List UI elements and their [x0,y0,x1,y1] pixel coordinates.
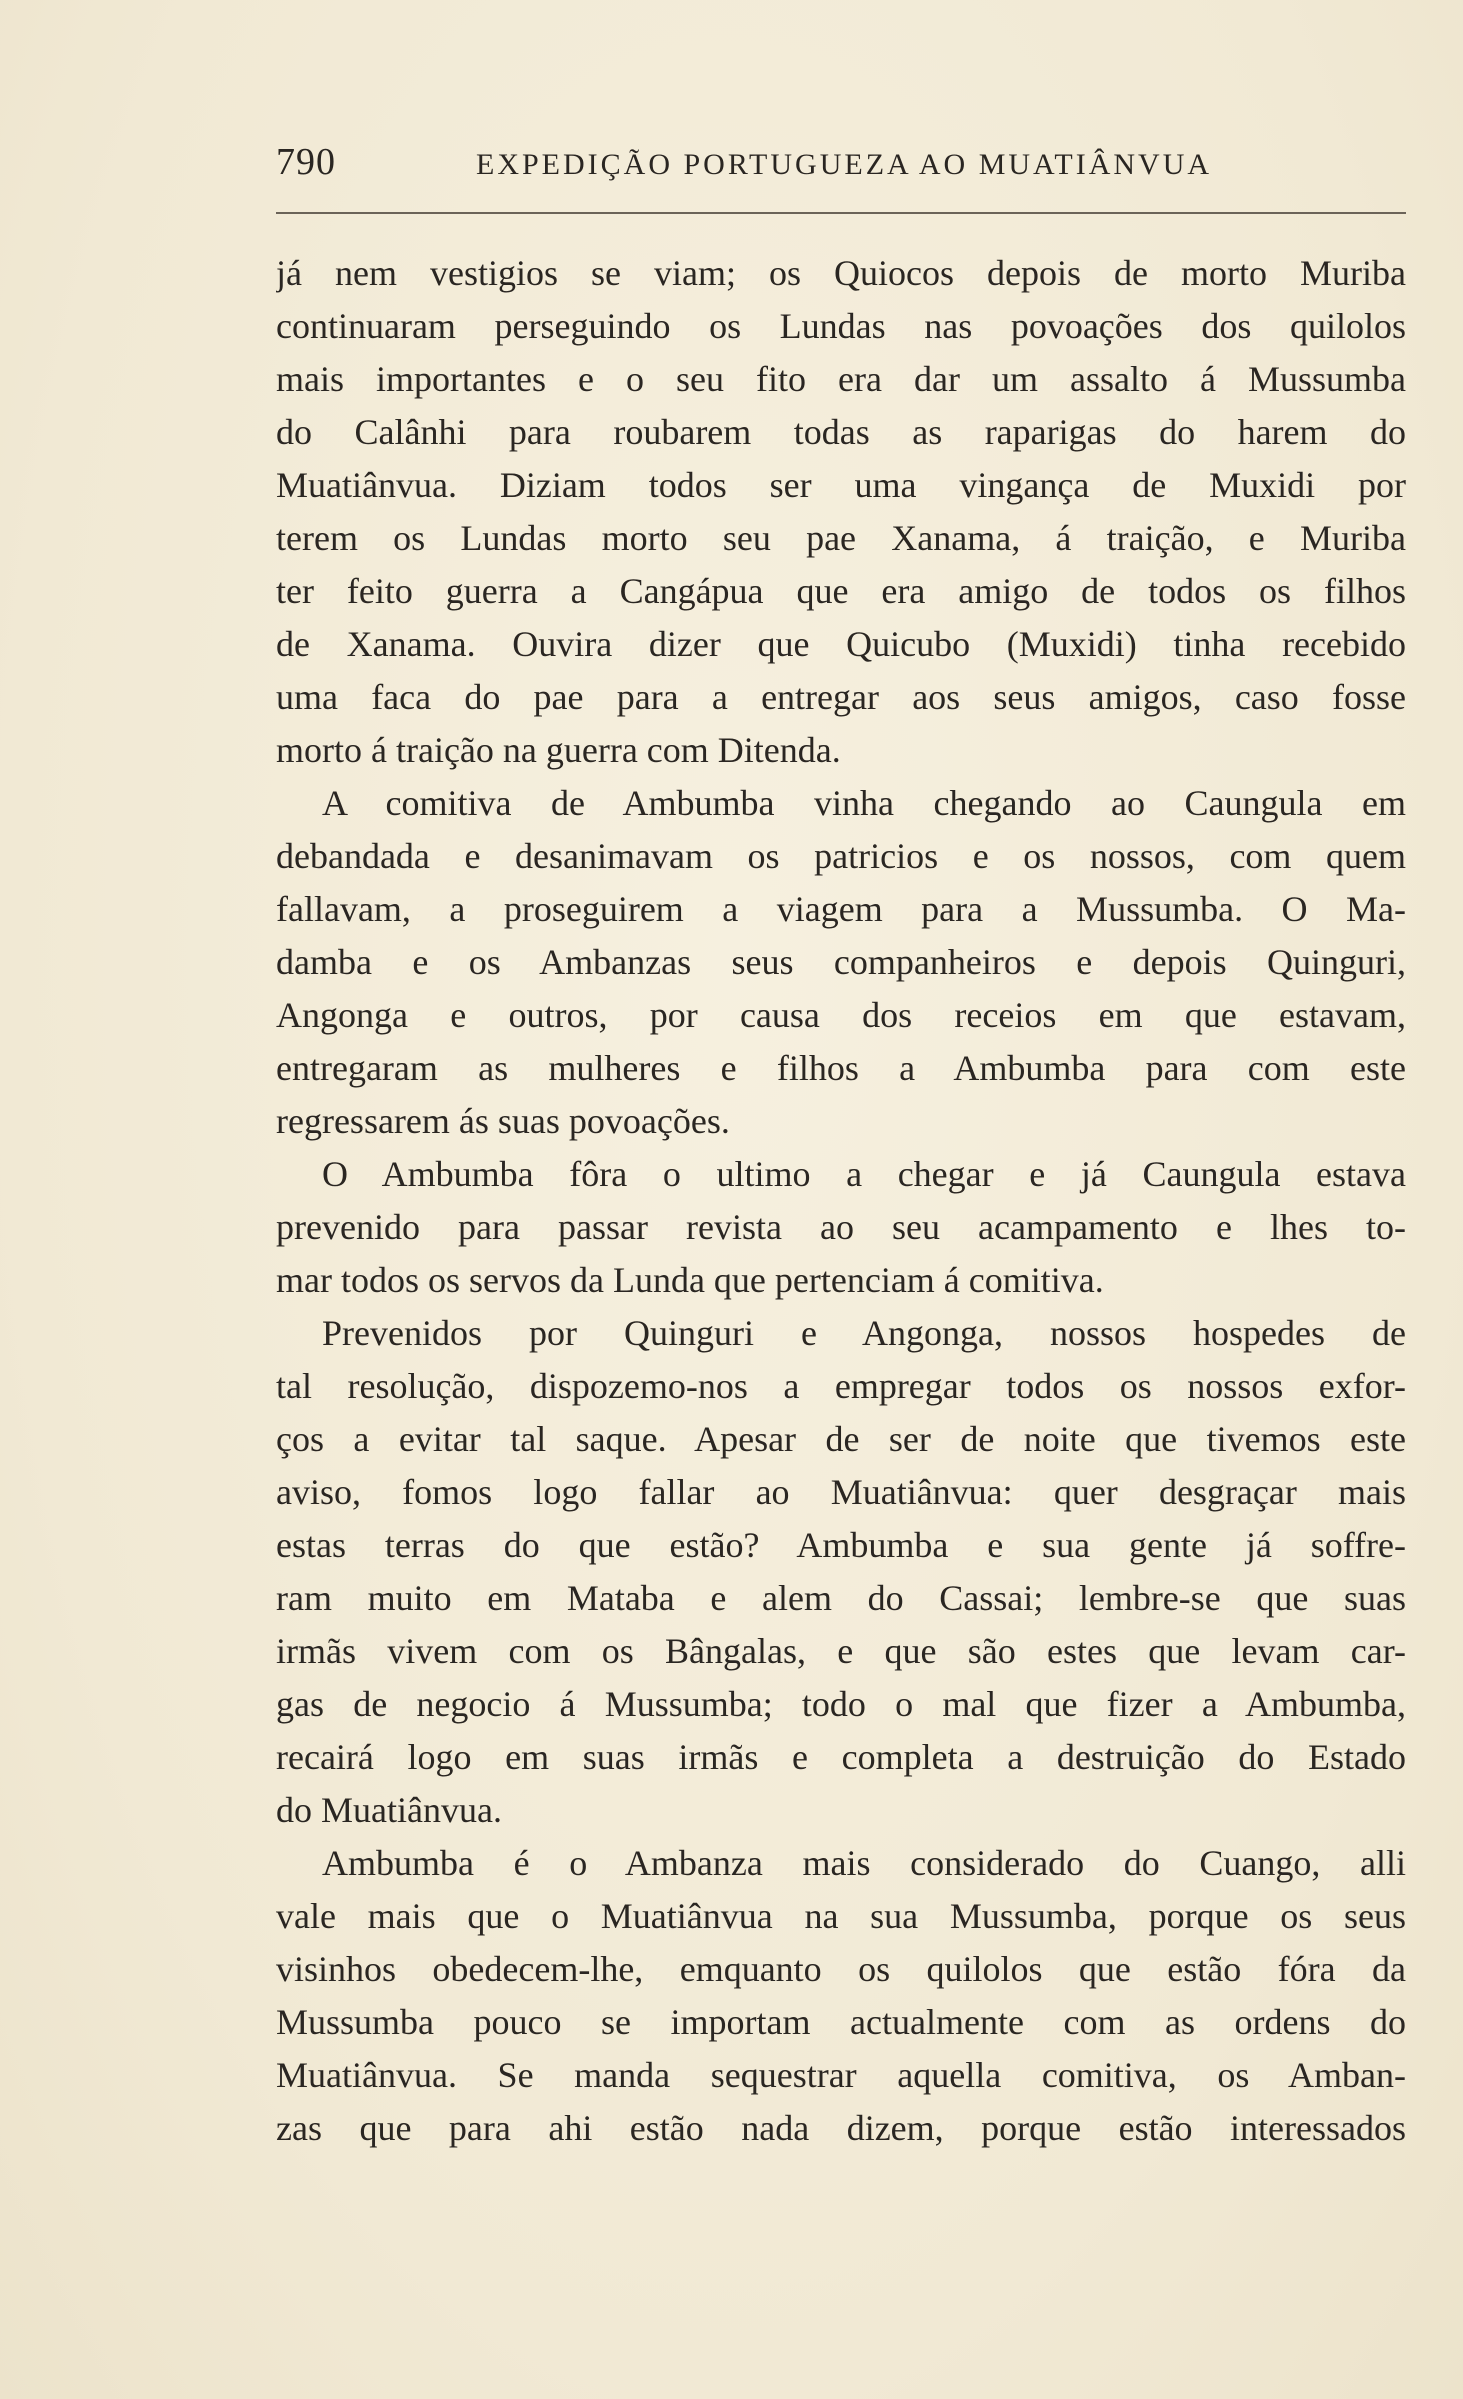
text-line: do Calânhi para roubarem todas as raparigas do harem do [276,412,1406,452]
running-title: EXPEDIÇÃO PORTUGUEZA AO MUATIÂNVUA [476,148,1213,181]
text-line: ços a evitar tal saque. Apesar de ser de noite que tivemos este [276,1419,1406,1459]
paragraph [276,1148,1406,1307]
text-line: ter feito guerra a Cangápua que era amigo de todos os filhos [276,571,1406,611]
page-number: 790 [276,141,336,183]
text-line: mar todos os servos da Lunda que pertenciam á comitiva. [276,1260,1104,1300]
text-line: uma faca do pae para a entregar aos seus amigos, caso fosse [276,677,1406,717]
text-line: regressarem ás suas povoações. [276,1101,730,1141]
text-line: Muatiânvua. Diziam todos ser uma vingança de Muxidi por [276,465,1406,505]
text-line: fallavam, a proseguirem a viagem para a Mussumba. O Ma- [276,889,1406,929]
text-line: morto á traição na guerra com Ditenda. [276,730,841,770]
text-line: gas de negocio á Mussumba; todo o mal que fizer a Ambumba, [276,1684,1406,1724]
text-line: visinhos obedecem-lhe, emquanto os quilolos que estão fóra da [276,1949,1406,1989]
paragraph [276,1837,1406,2155]
text-line: prevenido para passar revista ao seu acampamento e lhes to- [276,1207,1406,1247]
text-line: zas que para ahi estão nada dizem, porque estão interessados [276,2108,1406,2148]
text-line: Ambumba é o Ambanza mais considerado do Cuango, alli [322,1843,1406,1883]
text-line: aviso, fomos logo fallar ao Muatiânvua: quer desgraçar mais [276,1472,1406,1512]
header-rule [276,212,1406,214]
text-line: damba e os Ambanzas seus companheiros e depois Quinguri, [276,942,1406,982]
text-line: Angonga e outros, por causa dos receios em que estavam, [276,995,1406,1035]
text-line: Mussumba pouco se importam actualmente com as ordens do [276,2002,1406,2042]
text-line: continuaram perseguindo os Lundas nas povoações dos quilolos [276,306,1406,346]
text-line: do Muatiânvua. [276,1790,502,1830]
text-line: tal resolução, dispozemo-nos a empregar todos os nossos exfor- [276,1366,1406,1406]
paragraph [276,247,1406,777]
text-line: vale mais que o Muatiânvua na sua Mussumba, porque os seus [276,1896,1406,1936]
paragraph [276,1307,1406,1837]
text-line: recairá logo em suas irmãs e completa a destruição do Estado [276,1737,1406,1777]
paragraph [276,777,1406,1148]
text-line: irmãs vivem com os Bângalas, e que são estes que levam car- [276,1631,1406,1671]
text-line: estas terras do que estão? Ambumba e sua gente já soffre- [276,1525,1406,1565]
text-line: ram muito em Mataba e alem do Cassai; lembre-se que suas [276,1578,1406,1618]
running-head [276,140,1406,200]
text-line: A comitiva de Ambumba vinha chegando ao Caungula em [322,783,1406,823]
text-line: Prevenidos por Quinguri e Angonga, nossos hospedes de [322,1313,1406,1353]
text-line: O Ambumba fôra o ultimo a chegar e já Caungula estava [322,1154,1406,1194]
text-line: entregaram as mulheres e filhos a Ambumba para com este [276,1048,1406,1088]
text-line: já nem vestigios se viam; os Quiocos depois de morto Muriba [276,253,1406,293]
text-line: Muatiânvua. Se manda sequestrar aquella comitiva, os Amban- [276,2055,1406,2095]
text-line: debandada e desanimavam os patricios e os nossos, com quem [276,836,1406,876]
text-line: mais importantes e o seu fito era dar um assalto á Mussumba [276,359,1406,399]
text-line: terem os Lundas morto seu pae Xanama, á traição, e Muriba [276,518,1406,558]
text-line: de Xanama. Ouvira dizer que Quicubo (Muxidi) tinha recebido [276,624,1406,664]
body-text [276,247,1406,2155]
